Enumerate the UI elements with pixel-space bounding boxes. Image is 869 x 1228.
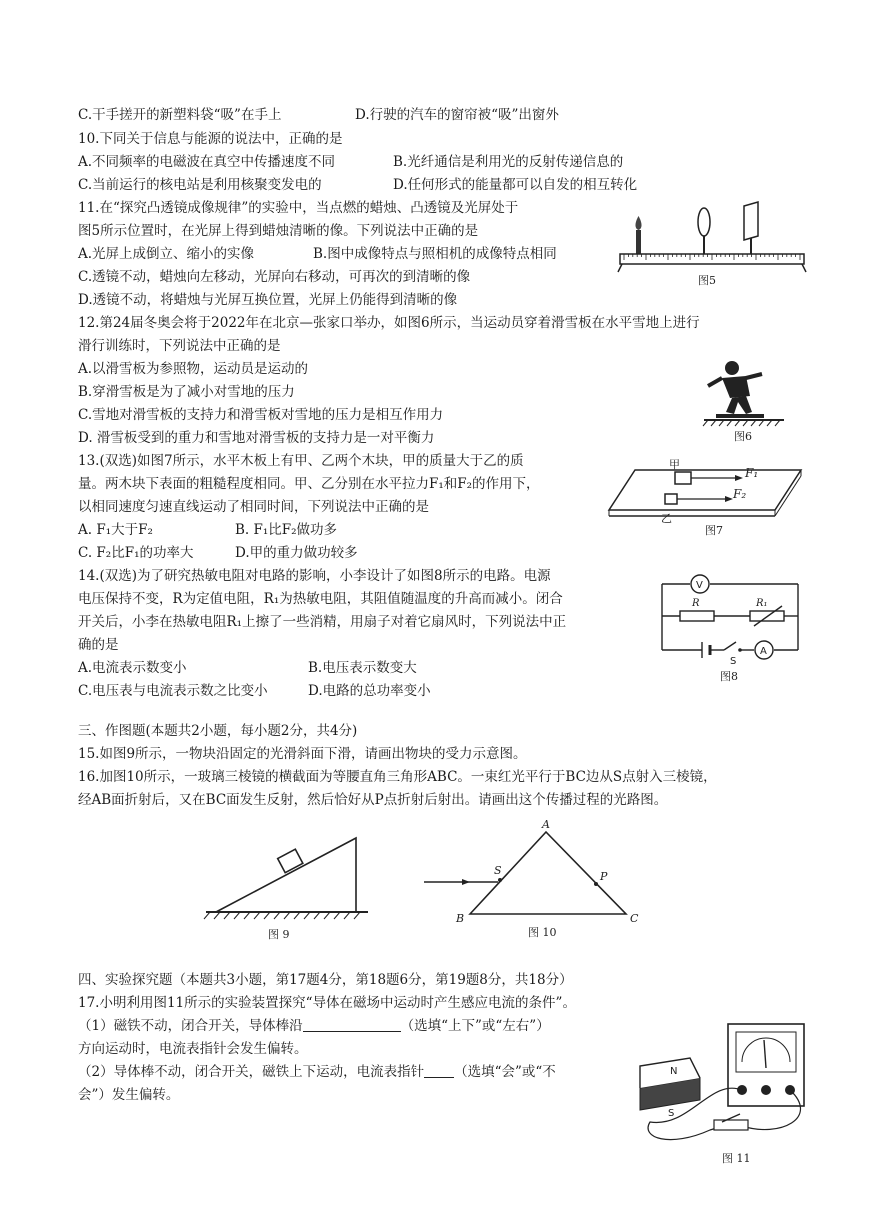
ground-hatch	[234, 912, 240, 919]
q9-option-d: D.行驶的汽车的窗帘被“吸”出窗外	[355, 107, 559, 123]
figure-10-caption: 图 10	[528, 926, 557, 939]
q14-option-d: D.电路的总功率变小	[308, 683, 431, 699]
q12-option-c: C.雪地对滑雪板的支持力和滑雪板对雪地的压力是相互作用力	[78, 407, 444, 423]
q17-part-1-prefix: （1）磁铁不动，闭合开关，导体棒沿	[78, 1018, 303, 1034]
point-s-label: S	[494, 864, 502, 877]
label-yi: 乙	[661, 512, 672, 525]
lens-icon	[698, 208, 710, 236]
magnet-n-label: N	[670, 1066, 678, 1077]
q17-part-2-prefix: （2）导体棒不动，闭合开关，磁铁上下运动，电流表指针	[78, 1064, 425, 1080]
q11-stem-2: 图5所示位置时，在光屏上得到蜡烛清晰的像。下列说法中正确的是	[78, 223, 479, 239]
q12-stem-1: 12.第24届冬奥会将于2022年在北京—张家口举办，如图6所示，当运动员穿着滑雪板在水平雪地上进行	[78, 315, 700, 331]
q14-option-b: B.电压表示数变大	[308, 660, 417, 676]
figure-5-optical-bench	[612, 196, 812, 292]
wooden-board	[609, 470, 801, 510]
ground-hatch	[324, 912, 330, 919]
q13-stem-1: 13.(双选)如图7所示，水平木板上有甲、乙两个木块，甲的质量大于乙的质	[78, 453, 524, 469]
block-yi	[665, 494, 677, 504]
figure-11-apparatus	[630, 1018, 820, 1168]
ground-hatch	[214, 912, 220, 919]
ray-arrow-icon	[462, 879, 470, 885]
figure-9-caption: 图 9	[268, 928, 290, 941]
q10-option-a: A.不同频率的电磁波在真空中传播速度不同	[78, 154, 336, 170]
q11-option-b: B.图中成像特点与照相机的成像特点相同	[313, 246, 557, 262]
switch-icon	[714, 1120, 748, 1130]
q12-option-d: D. 滑雪板受到的重力和雪地对滑雪板的支持力是一对平衡力	[78, 430, 435, 446]
section-3-heading: 三、作图题(本题共2小题，每小题2分，共4分)	[78, 723, 358, 739]
q15-text: 15.如图9所示，一物块沿固定的光滑斜面下滑，请画出物块的受力示意图。	[78, 746, 527, 762]
ground-hatch	[334, 912, 340, 919]
switch-icon	[738, 648, 742, 652]
q10-option-d: D.任何形式的能量都可以自发的相互转化	[393, 177, 638, 193]
q14-stem-1: 14.(双选)为了研究热敏电阻对电路的影响，小李设计了如图8所示的电路。电源	[78, 568, 551, 584]
candle-icon	[636, 230, 641, 254]
q13-stem-2: 量。两木块下表面的粗糙程度相同。甲、乙分别在水平拉力F₁和F₂的作用下，	[78, 476, 540, 492]
figure-5-caption: 图5	[698, 274, 716, 287]
q17-text: 17.小明利用图11所示的实验装置探究“导体在磁场中运动时产生感应电流的条件”。	[78, 995, 576, 1011]
q17-part-1-suffix: （选填“上下”或“左右”）	[400, 1018, 550, 1034]
q14-stem-3: 开关后，小李在热敏电阻R₁上擦了一些消精，用扇子对着它扇风时，下列说法中正	[78, 614, 567, 630]
screen-icon	[744, 202, 758, 240]
figure-10-prism	[420, 818, 650, 942]
figure-7-caption: 图7	[705, 524, 723, 537]
q11-option-d: D.透镜不动，将蜡烛与光屏互换位置，光屏上仍能得到清晰的像	[78, 292, 458, 308]
q12-option-b: B.穿滑雪板是为了减小对雪地的压力	[78, 384, 295, 400]
q13-option-c: C. F₂比F₁的功率大	[78, 545, 194, 561]
q13-stem-3: 以相同速度匀速直线运动了相同时间，下列说法中正确的是	[78, 499, 429, 515]
resistor-r-label: R	[692, 598, 700, 609]
figure-8-caption: 图8	[720, 670, 738, 683]
q17-blank-2[interactable]	[424, 1063, 454, 1078]
vertex-b-label: B	[456, 912, 465, 925]
q13-option-a: A. F₁大于F₂	[78, 522, 153, 538]
label-f1: F₁	[745, 466, 759, 480]
q13-option-d: D.甲的重力做功较多	[235, 545, 358, 561]
section-4-heading: 四、实验探究题（本题共3小题，第17题4分，第18题6分，第19题8分，共18分）	[78, 972, 573, 988]
q17-part-2-suffix: （选填“会”或“不	[454, 1064, 556, 1080]
point-p-label: P	[600, 870, 608, 883]
q16-text-2: 经AB面折射后，又在BC面发生反射，然后恰好从P点折射后射出。请画出这个传播过程的光路图。	[78, 792, 668, 808]
label-f2: F₂	[733, 487, 747, 501]
q14-option-a: A.电流表示数变小	[78, 660, 187, 676]
figure-6-caption: 图6	[734, 430, 752, 443]
skier-head-icon	[725, 361, 739, 375]
flame-icon	[635, 216, 641, 230]
q10-option-b: B.光纤通信是利用光的反射传递信息的	[393, 154, 624, 170]
magnet-s-label: S	[668, 1108, 675, 1119]
ground-hatch	[314, 912, 320, 919]
ground-hatch	[354, 912, 360, 919]
q17-part-2-cont: 会”）发生偏转。	[78, 1087, 180, 1103]
ground-hatch	[284, 912, 290, 919]
resistor-r1-label: R₁	[756, 598, 768, 609]
label-jia: 甲	[669, 458, 680, 471]
block-jia	[675, 472, 691, 484]
ground-hatch	[204, 912, 210, 919]
figure-8-circuit	[658, 566, 808, 686]
q12-stem-2: 滑行训练时，下列说法中正确的是	[78, 338, 281, 354]
q13-option-b: B. F₁比F₂做功多	[235, 522, 338, 538]
ammeter-label: A	[760, 646, 767, 657]
ground-hatch	[264, 912, 270, 919]
ground-hatch	[244, 912, 250, 919]
q14-stem-4: 确的是	[78, 637, 119, 653]
ground-hatch	[294, 912, 300, 919]
figure-6-skier	[700, 356, 790, 444]
ground-hatch	[274, 912, 280, 919]
q11-option-a: A.光屏上成倒立、缩小的实像	[78, 246, 255, 262]
ski-board-icon	[716, 414, 764, 418]
voltmeter-label: V	[696, 580, 703, 591]
q17-part-2	[78, 1063, 556, 1081]
q12-option-a: A.以滑雪板为参照物，运动员是运动的	[78, 361, 309, 377]
switch-label: S	[730, 656, 737, 667]
figure-9-incline	[196, 828, 382, 944]
q11-stem-1: 11.在“探究凸透镜成像规律”的实验中，当点燃的蜡烛、凸透镜及光屏处于	[78, 200, 519, 216]
ground-hatch	[254, 912, 260, 919]
incline-slope	[216, 838, 356, 912]
q14-option-c: C.电压表与电流表示数之比变小	[78, 683, 268, 699]
q10-stem: 10.下同关于信息与能源的说法中，正确的是	[78, 131, 343, 147]
ground-hatch	[304, 912, 310, 919]
figure-7-blocks	[605, 450, 805, 542]
q9-option-c: C.干手搓开的新塑料袋“吸”在手上	[78, 107, 282, 123]
q16-text-1: 16.加图10所示，一玻璃三棱镜的横截面为等腰直角三角形ABC。一束红光平行于BC边从S点射入三棱镜，	[78, 769, 717, 785]
vertex-a-label: A	[542, 818, 550, 831]
q14-stem-2: 电压保持不变，R为定值电阻，R₁为热敏电阻，其阻值随温度的升高而减小。闭合	[78, 591, 563, 607]
q10-option-c: C.当前运行的核电站是利用核聚变发电的	[78, 177, 322, 193]
q17-part-1	[78, 1017, 550, 1035]
q11-option-c: C.透镜不动，蜡烛向左移动，光屏向右移动，可再次的到清晰的像	[78, 269, 471, 285]
vertex-c-label: C	[630, 912, 639, 925]
ground-hatch	[224, 912, 230, 919]
figure-11-caption: 图 11	[722, 1152, 751, 1165]
ground-hatch	[344, 912, 350, 919]
q17-part-1-cont: 方向运动时，电流表指针会发生偏转。	[78, 1041, 308, 1057]
q17-blank-1[interactable]	[303, 1017, 401, 1032]
